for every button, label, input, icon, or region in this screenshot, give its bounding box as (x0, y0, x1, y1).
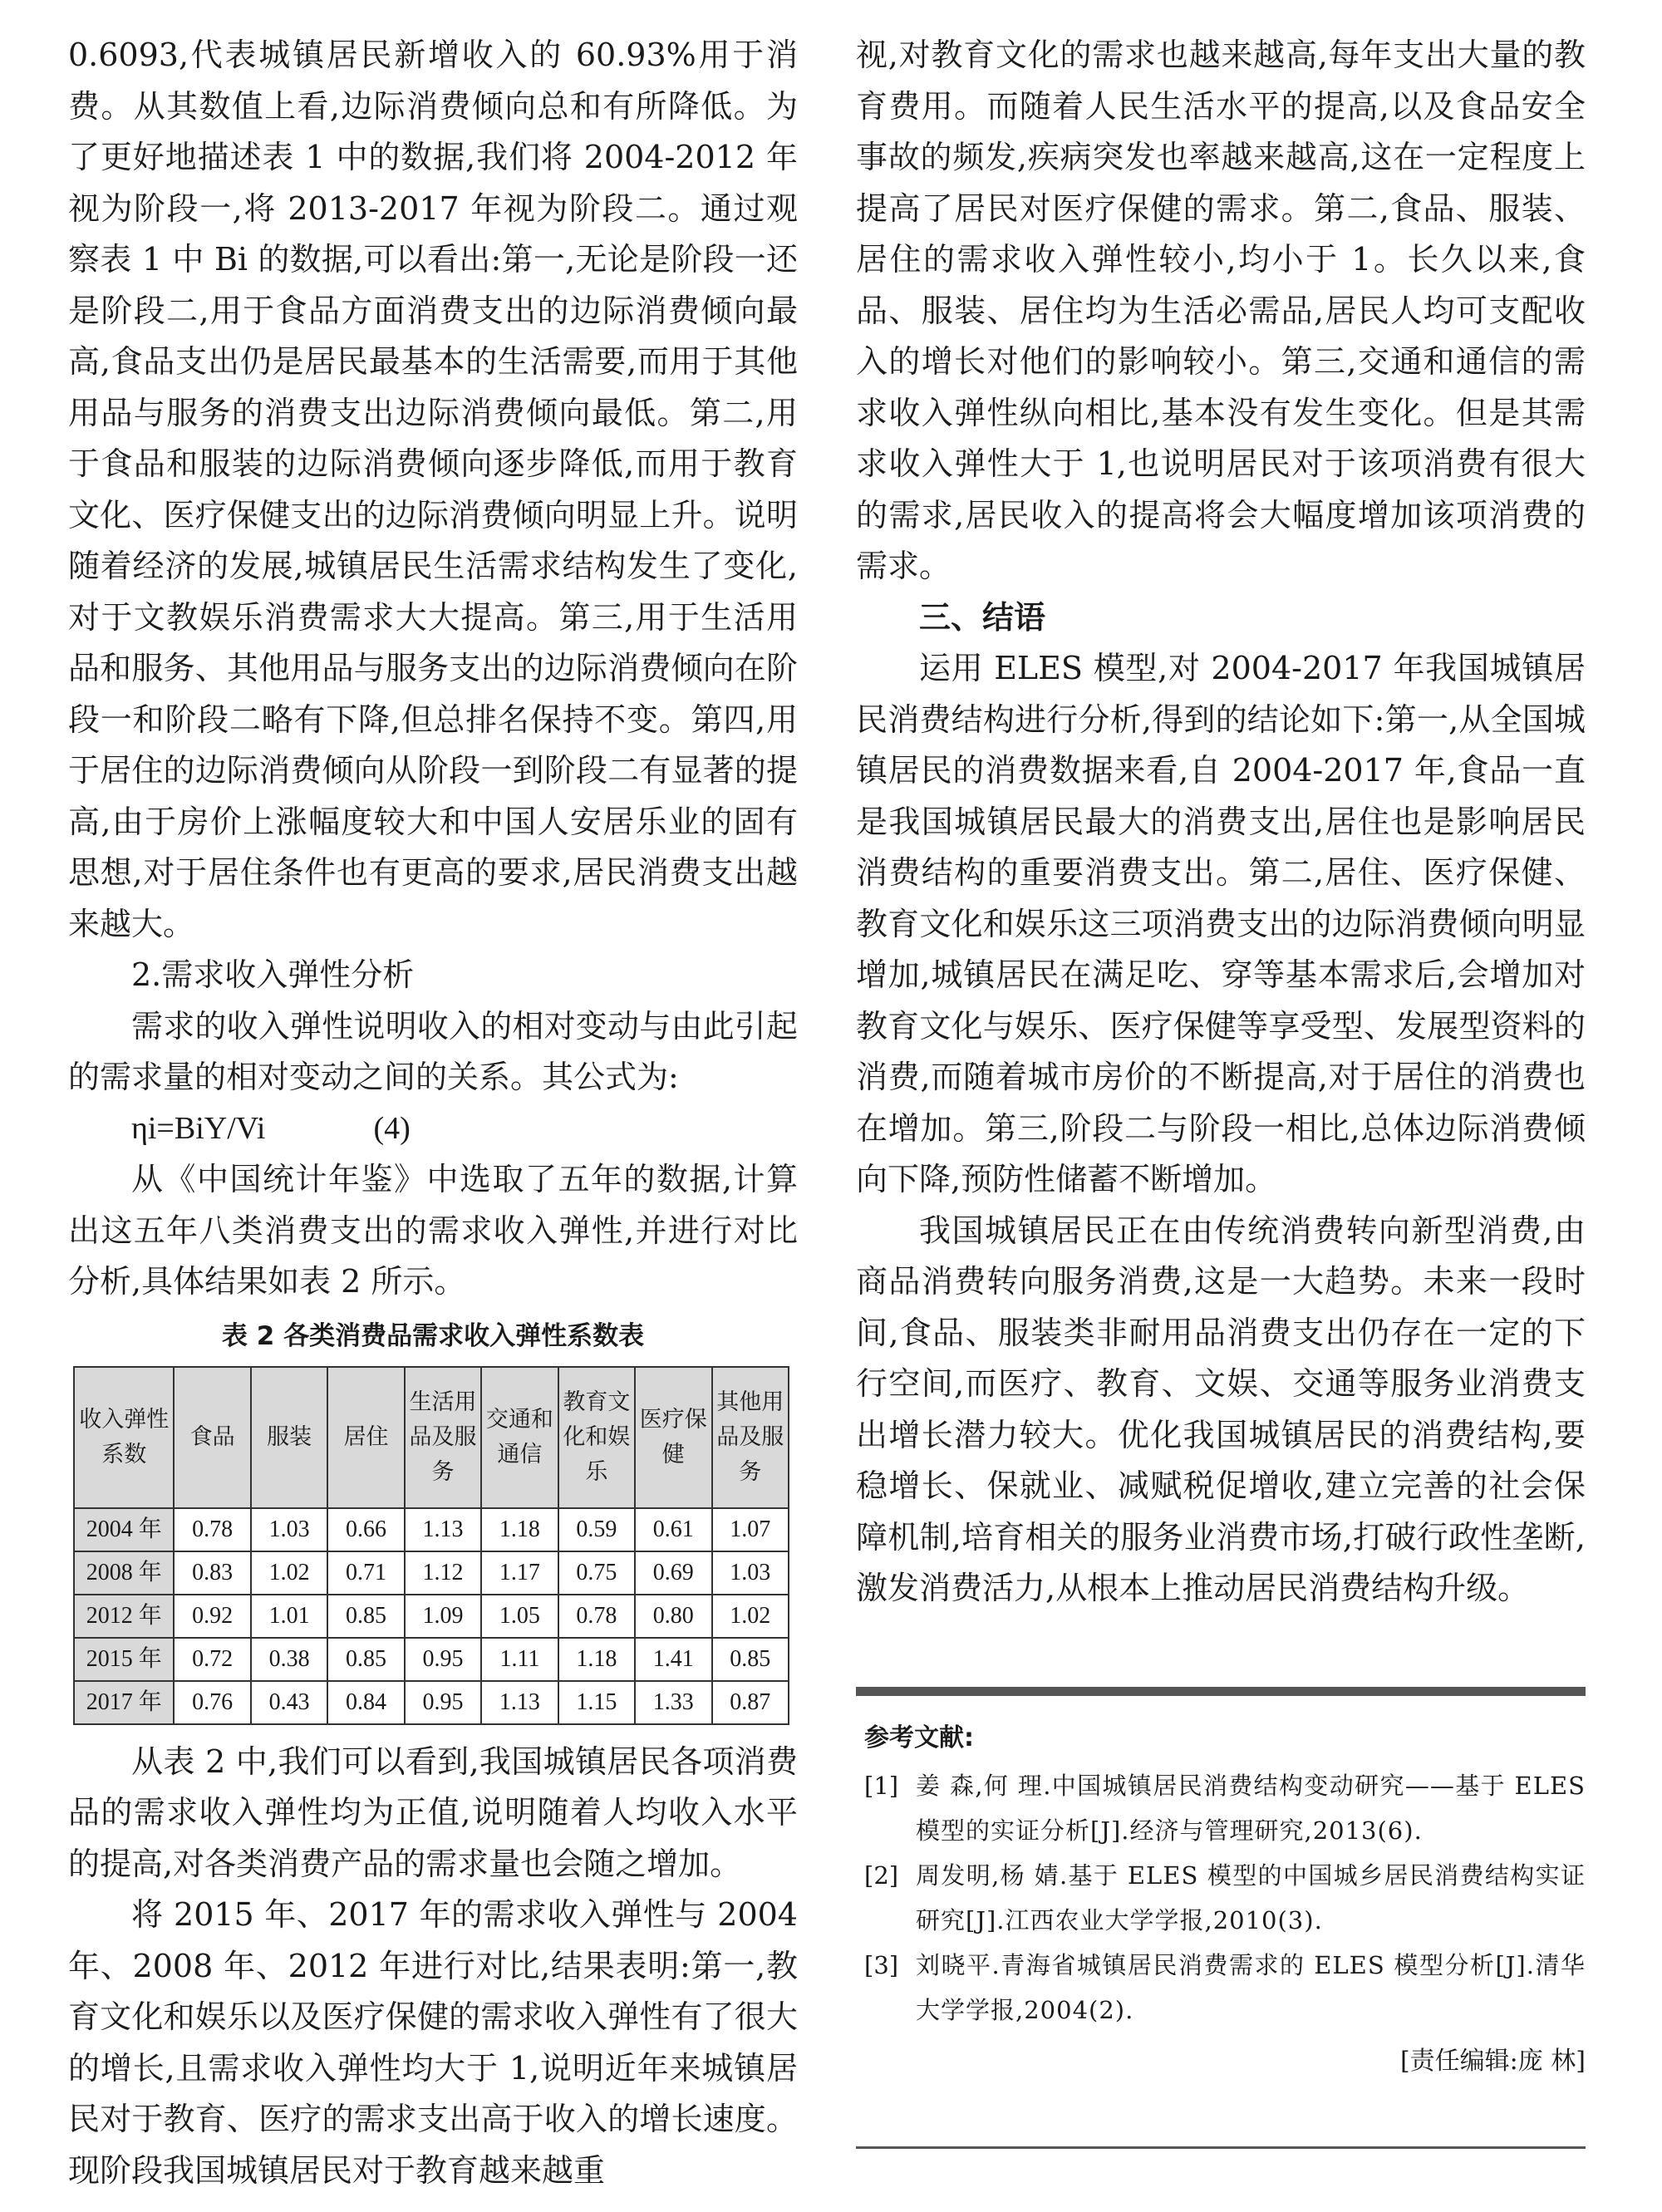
editor-note: [责任编辑:庞 林] (1399, 2047, 1586, 2076)
table-cell-year: 2008 年 (74, 1551, 174, 1595)
table-cell: 0.78 (558, 1595, 635, 1638)
equation-number: (4) (373, 1110, 411, 1146)
table-cell: 0.92 (174, 1595, 250, 1638)
table-cell: 0.66 (327, 1508, 404, 1551)
formula-expression: ηi=BiY/Vi (131, 1110, 266, 1146)
table-cell: 1.02 (251, 1551, 327, 1595)
paragraph: 从《中国统计年鉴》中选取了五年的数据,计算出这五年八类消费支出的需求收入弹性,并进行对比分析,具体结果如表 2 所示。 (68, 1161, 798, 1300)
table-row (74, 1508, 789, 1551)
table-cell: 0.83 (174, 1551, 250, 1595)
table-header-cell: 服装 (251, 1367, 327, 1508)
subsection-heading: 2.需求收入弹性分析 (131, 956, 415, 993)
table-cell: 0.85 (712, 1638, 789, 1681)
reference-item (856, 1853, 1586, 1943)
references-title: 参考文献: (864, 1723, 974, 1752)
table-cell: 0.72 (174, 1638, 250, 1681)
table-cell: 0.59 (558, 1508, 635, 1551)
right-body (856, 30, 1586, 592)
table-cell: 0.61 (635, 1508, 711, 1551)
table-header-row (74, 1367, 789, 1508)
left-body (68, 30, 798, 1104)
table-cell: 1.13 (481, 1681, 558, 1724)
paragraph: 运用 ELES 模型,对 2004-2017 年我国城镇居民消费结构进行分析,得到的结论如下:第一,从全国城镇居民的消费数据来看,自 2004-2017 年,食品一直是我国城镇居民最大的消费支出,居住也是影响居民消费结构的重要消费支出。第二,居住、医疗保健、教育文化和娱乐这三项消费支出的边际消费倾向明显增加,城镇居民在满足吃、穿等基本需求后,会增加对教育文化与娱乐、医疗保健等享受型、发展型资料的消费,而随着城市房价的不断提高,对于居住的消费也在增加。第三,阶段二与阶段一相比,总体边际消费倾向下降,预防性储蓄不断增加。 (856, 650, 1586, 1197)
table-cell: 0.78 (174, 1508, 250, 1551)
table-row (74, 1595, 789, 1638)
paragraph: 视,对教育文化的需求也越来越高,每年支出大量的教育费用。而随着人民生活水平的提高,以及食品安全事故的频发,疾病突发也率越来越高,这在一定程度上提高了居民对医疗保健的需求。第二,食品、服装、居住的需求收入弹性较小,均小于 1。长久以来,食品、服装、居住均为生活必需品,居民人均可支配收入的增长对他们的影响较小。第三,交通和通信的需求收入弹性纵向相比,基本没有发生变化。但是其需求收入弹性大于 1,也说明居民对于该项消费有很大的需求,居民收入的提高将会大幅度增加该项消费的需求。 (856, 37, 1586, 584)
table-cell: 0.85 (327, 1595, 404, 1638)
table-header-cell: 其他用品及服务 (712, 1367, 789, 1508)
table-cell-year: 2012 年 (74, 1595, 174, 1638)
table-row (74, 1551, 789, 1595)
paragraph: 从表 2 中,我们可以看到,我国城镇居民各项消费品的需求收入弹性均为正值,说明随着人均收入水平的提高,对各类消费产品的需求量也会随之增加。 (68, 1743, 798, 1882)
table-cell: 1.18 (558, 1638, 635, 1681)
references-section (856, 1718, 1586, 2082)
table-header-cell: 医疗保健 (635, 1367, 711, 1508)
reference-number: [1] (864, 1772, 899, 1800)
reference-item (856, 1943, 1586, 2033)
formula (68, 1104, 798, 1155)
table-cell: 1.15 (558, 1681, 635, 1724)
table-cell-year: 2017 年 (74, 1681, 174, 1724)
elasticity-table (73, 1366, 789, 1725)
table-cell: 1.07 (712, 1508, 789, 1551)
divider-rule (856, 1687, 1586, 1696)
table-cell: 1.13 (405, 1508, 481, 1551)
table-header-cell: 食品 (174, 1367, 250, 1508)
table-cell: 0.87 (712, 1681, 789, 1724)
table-cell: 1.03 (251, 1508, 327, 1551)
table-cell: 0.95 (405, 1638, 481, 1681)
paragraph: 需求的收入弹性说明收入的相对变动与由此引起的需求量的相对变动之间的关系。其公式为: (68, 1007, 798, 1095)
reference-text: 刘晓平.青海省城镇居民消费需求的 ELES 模型分析[J].清华大学学报,2004(2). (916, 1951, 1586, 2024)
reference-number: [3] (864, 1951, 899, 1979)
table-header-cell: 交通和通信 (481, 1367, 558, 1508)
table-cell: 1.18 (481, 1508, 558, 1551)
table-header-cell: 教育文化和娱乐 (558, 1367, 635, 1508)
table-cell: 0.75 (558, 1551, 635, 1595)
reference-item (856, 1763, 1586, 1853)
reference-text: 周发明,杨 婧.基于 ELES 模型的中国城乡居民消费结构实证研究[J].江西农业大学学报,2010(3). (916, 1861, 1586, 1934)
bottom-rule (856, 2146, 1586, 2149)
table-cell: 1.33 (635, 1681, 711, 1724)
table-cell: 0.95 (405, 1681, 481, 1724)
table-cell: 0.85 (327, 1638, 404, 1681)
table-cell: 0.43 (251, 1681, 327, 1724)
table-cell: 0.84 (327, 1681, 404, 1724)
table-row (74, 1681, 789, 1724)
table-header-cell: 收入弹性系数 (74, 1367, 174, 1508)
table-cell: 0.71 (327, 1551, 404, 1595)
right-column (856, 30, 1586, 1615)
table-cell: 0.76 (174, 1681, 250, 1724)
table-cell: 1.03 (712, 1551, 789, 1595)
left-body-2 (68, 1154, 798, 1308)
table-header-cell: 生活用品及服务 (405, 1367, 481, 1508)
table-cell: 1.12 (405, 1551, 481, 1595)
table-header-cell: 居住 (327, 1367, 404, 1508)
table-cell: 1.01 (251, 1595, 327, 1638)
table-row (74, 1638, 789, 1681)
paragraph: 将 2015 年、2017 年的需求收入弹性与 2004 年、2008 年、2012 年进行对比,结果表明:第一,教育文化和娱乐以及医疗保健的需求收入弹性有了很大的增长,且需求收入弹性均大于 1,说明近年来城镇居民对于教育、医疗的需求支出高于收入的增长速度。现阶段我国城镇居民对于教育越来越重 (68, 1896, 798, 2189)
paragraph: 我国城镇居民正在由传统消费转向新型消费,由商品消费转向服务消费,这是一大趋势。未来一段时间,食品、服装类非耐用品消费支出仍存在一定的下行空间,而医疗、教育、文娱、交通等服务业消费支出增长潜力较大。优化我国城镇居民的消费结构,要稳增长、保就业、减赋税促增收,建立完善的社会保障机制,培育相关的服务业消费市场,打破行政性垄断,激发消费活力,从根本上推动居民消费结构升级。 (856, 1212, 1586, 1606)
table-cell-year: 2004 年 (74, 1508, 174, 1551)
table-cell: 1.41 (635, 1638, 711, 1681)
table-cell: 0.80 (635, 1595, 711, 1638)
table-cell: 1.02 (712, 1595, 789, 1638)
reference-number: [2] (864, 1861, 899, 1890)
table-cell-year: 2015 年 (74, 1638, 174, 1681)
table-cell: 1.05 (481, 1595, 558, 1638)
reference-text: 姜 森,何 理.中国城镇居民消费结构变动研究——基于 ELES 模型的实证分析[J].经济与管理研究,2013(6). (916, 1772, 1586, 1845)
section-heading: 三、结语 (919, 598, 1046, 636)
table-title: 表 2 各类消费品需求收入弹性系数表 (221, 1320, 645, 1351)
table-cell: 1.09 (405, 1595, 481, 1638)
right-body-2 (856, 643, 1586, 1615)
paragraph: 0.6093,代表城镇居民新增收入的 60.93%用于消费。从其数值上看,边际消费倾向总和有所降低。为了更好地描述表 1 中的数据,我们将 2004-2012 年视为阶段一,将 2013-2017 年视为阶段二。通过观察表 1 中 Bi 的数据,可以看出:第一,无论是阶段一还是阶段二,用于食品方面消费支出的边际消费倾向最高,食品支出仍是居民最基本的生活需要,而用于其他用品与服务的消费支出边际消费倾向最低。第二,用于食品和服装的边际消费倾向逐步降低,而用于教育文化、医疗保健支出的边际消费倾向明显上升。说明随着经济的发展,城镇居民生活需求结构发生了变化,对于文教娱乐消费需求大大提高。第三,用于生活用品和服务、其他用品与服务支出的边际消费倾向在阶段一和阶段二略有下降,但总排名保持不变。第四,用于居住的边际消费倾向从阶段一到阶段二有显著的提高,由于房价上涨幅度较大和中国人安居乐业的固有思想,对于居住条件也有更高的要求,居民消费支出越来越大。 (68, 37, 798, 942)
table-cell: 0.69 (635, 1551, 711, 1595)
table-cell: 1.17 (481, 1551, 558, 1595)
left-body-3 (68, 1737, 798, 2197)
left-column (68, 30, 798, 2196)
table-cell: 0.38 (251, 1638, 327, 1681)
table-cell: 1.11 (481, 1638, 558, 1681)
